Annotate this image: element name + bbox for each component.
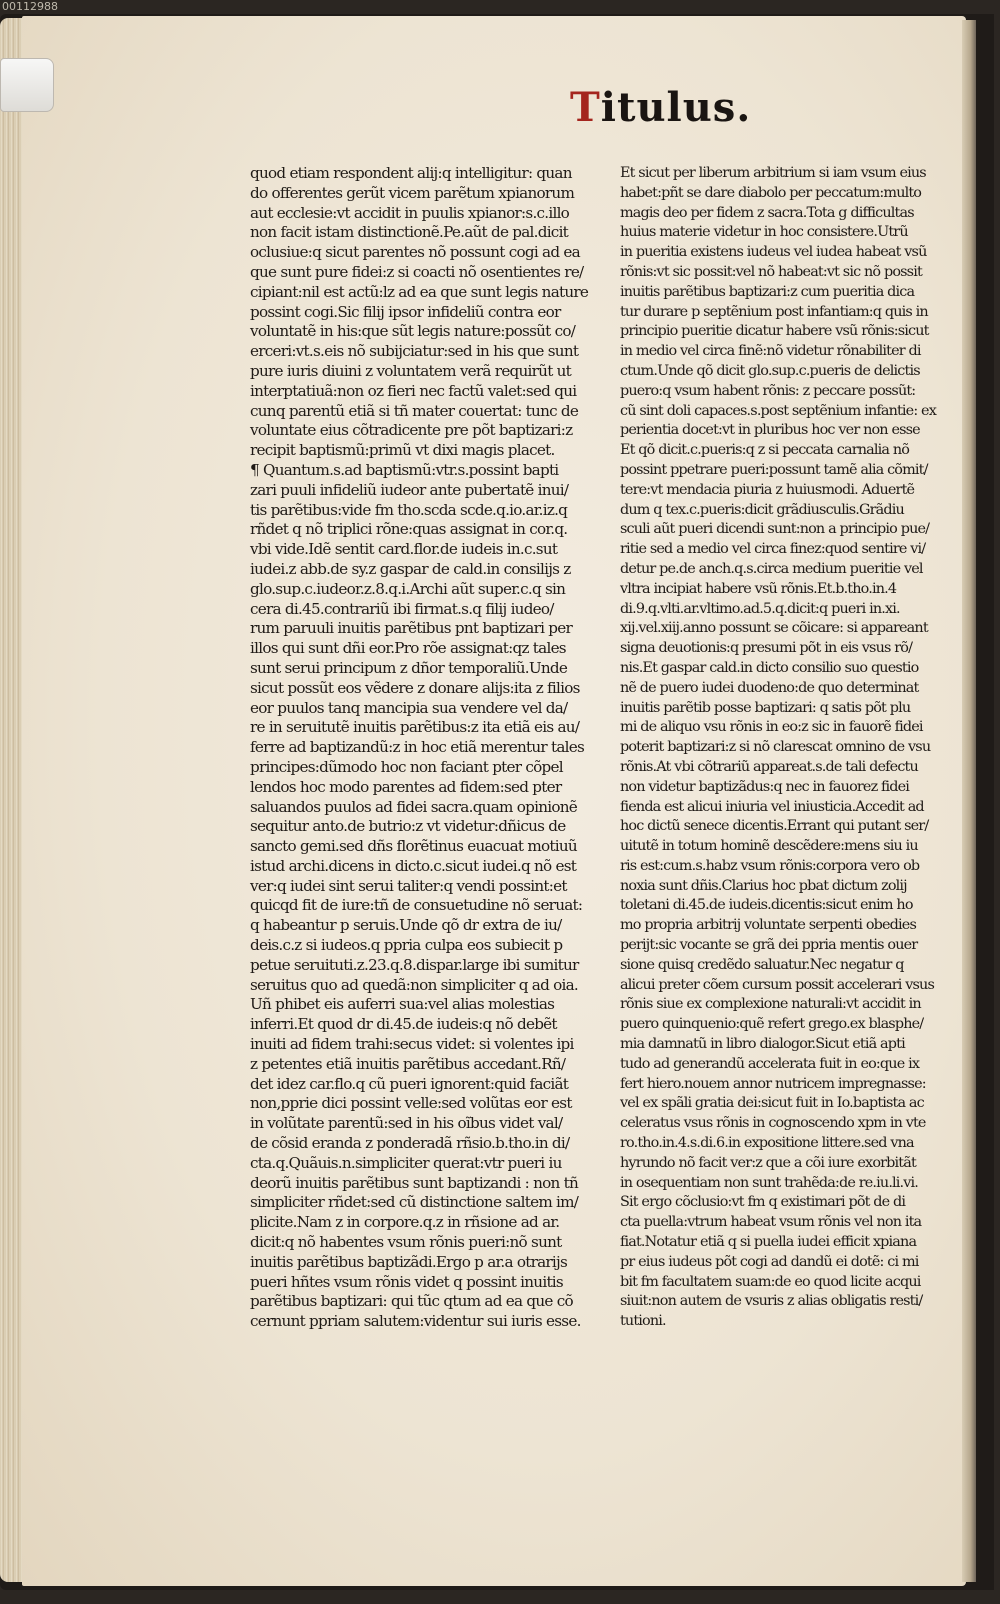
- text-line: det idez car.flo.q cũ pueri ignorent:quid faciãt: [250, 1074, 569, 1093]
- text-line: hoc dictũ senece dicentis.Errant qui putant ser/: [620, 818, 929, 835]
- text-line: interptatiuã:non oz fieri nec factũ valet:sed qui: [250, 381, 577, 400]
- text-line: possint cogi.Sic filij ipsor infideliũ contra eor: [250, 302, 561, 321]
- text-line: ris est:cum.s.habz vsum rõnis:corpora vero ob: [620, 857, 920, 874]
- text-line: xij.vel.xiij.anno possunt se cõicare: si appareant: [620, 620, 928, 637]
- text-line: ritie sed a medio vel circa finez:quod sentire vi/: [620, 541, 926, 558]
- text-line: possint ppetrare pueri:possunt tamẽ alia cõmit/: [620, 461, 928, 478]
- text-line: huius materie videtur in hoc consistere.Utrũ: [620, 224, 908, 241]
- text-line: zari puuli infideliũ iudeor ante pubertatẽ inui/: [250, 480, 569, 499]
- text-line: que sunt pure fidei:z si coacti nõ osentientes re/: [250, 262, 584, 281]
- text-line: mi de aliquo vsu rõnis in eo:z sic in fauorẽ fidei: [620, 719, 923, 736]
- text-line: Uñ phibet eis auferri sua:vel alias molestias: [250, 995, 555, 1014]
- text-line: petue seruituti.z.23.q.8.dispar.large ibi sumitur: [250, 955, 579, 974]
- text-line: dum q tex.c.pueris:dicit grãdiusculis.Grãdiu: [620, 501, 904, 518]
- text-line: oclusiue:q sicut parentes nõ possunt cogi ad ea: [250, 243, 580, 262]
- text-line: deorũ inuitis parẽtibus sunt baptizandi : non tñ: [250, 1173, 579, 1192]
- text-line: perijt:sic vocante se grã dei ppria mentis ouer: [620, 937, 918, 954]
- text-line: vbi vide.Idẽ sentit card.flor.de iudeis in.c.sut: [250, 540, 558, 559]
- text-line: noxia sunt dñis.Clarius hoc pbat dictum zolij: [620, 877, 907, 894]
- text-line: cipiant:nil est actũ:lz ad ea que sunt legis nature: [250, 282, 589, 301]
- text-line: sculi aũt pueri dicendi sunt:non a principio pue/: [620, 521, 930, 538]
- text-line: sequitur anto.de butrio:z vt videtur:dñicus de: [250, 817, 566, 836]
- text-line: re in seruitutẽ inuitis parẽtibus:z ita etiã eis au/: [250, 718, 580, 737]
- text-line: q habeantur p seruis.Unde qõ dr extra de iu/: [250, 916, 562, 935]
- text-line: vltra incipiat habere vsũ rõnis.Et.b.tho.in.4: [620, 580, 897, 597]
- page-right-edge: [962, 20, 976, 1582]
- text-line: saluandos puulos ad fidei sacra.quam opinionẽ: [250, 797, 578, 816]
- text-line: plicite.Nam z in corpore.q.z in rñsione ad ar.: [250, 1213, 560, 1232]
- text-line: cunq parentũ etiã si tñ mater couertat: tunc de: [250, 401, 579, 420]
- text-line: toletani di.45.de iudeis.dicentis:sicut enim ho: [620, 897, 913, 914]
- text-line: in pueritia existens iudeus vel iudea habeat vsũ: [620, 244, 927, 261]
- text-line: glo.sup.c.iudeor.z.8.q.i.Archi aũt super.c.q sin: [250, 579, 566, 598]
- text-line: inuitis parẽtibus baptizari:z cum pueritia dica: [620, 283, 915, 300]
- text-line: z petentes etiã inuitis parẽtibus accedant.Rñ/: [250, 1054, 566, 1073]
- text-line: erceri:vt.s.eis nõ subijciatur:sed in his que sunt: [250, 342, 579, 361]
- scan-id-label: 00112988: [2, 0, 58, 13]
- text-line: sione quisq credẽdo saluatur.Nec negatur q: [620, 956, 904, 973]
- text-line: in osequentiam non sunt trahẽda:de re.iu.li.vi.: [620, 1174, 919, 1191]
- heading-rest: itulus.: [600, 84, 752, 131]
- text-line: nis.Et gaspar cald.in dicto consilio suo questio: [620, 659, 919, 676]
- text-line: illos qui sunt dñi eor.Pro rõe assignat:qz tales: [250, 639, 566, 658]
- text-line: parẽtibus baptizari: qui tũc qtum ad ea que cõ: [250, 1292, 573, 1311]
- text-line: principio pueritie dicatur habere vsũ rõnis:sicut: [620, 323, 929, 340]
- text-line: celeratus vsus rõnis in cognoscendo xpm in vte: [620, 1115, 926, 1132]
- text-line: vel ex spãli gratia dei:sicut fuit in Io.baptista ac: [620, 1095, 924, 1112]
- text-line: ferre ad baptizandũ:z in hoc etiã merentur tales: [250, 738, 585, 757]
- text-line: voluntatẽ in his:que sũt legis nature:possũt co/: [250, 322, 576, 341]
- text-line: nẽ de puero iudei duodeno:de quo determinat: [620, 679, 919, 696]
- text-line: puero quinquenio:quẽ refert grego.ex blasphe/: [620, 1016, 924, 1033]
- text-line: in medio vel circa finẽ:nõ videtur rõnabiliter di: [620, 343, 921, 360]
- text-line: lendos hoc modo parentes ad fidem:sed pter: [250, 777, 562, 796]
- text-line: tere:vt mendacia piuria z huiusmodi. Aduertẽ: [620, 481, 915, 498]
- text-line: recipit baptismũ:primũ vt dixi magis placet.: [250, 441, 555, 460]
- text-line: eor puulos tanq mancipia sua vendere vel da/: [250, 698, 568, 717]
- text-line: inuiti ad fidem trahi:secus videt: si volentes ipi: [250, 1035, 574, 1054]
- text-line: poterit baptizari:z si nõ clarescat omnino de vsu: [620, 739, 931, 756]
- page-heading: [570, 80, 750, 140]
- text-line: tur durare p septẽnium post infantiam:q quis in: [620, 303, 928, 320]
- text-line: de cõsid eranda z ponderadã rñsio.b.tho.in di/: [250, 1134, 570, 1153]
- text-line: hyrundo nõ facit ver:z que a cõi iure exorbitãt: [620, 1154, 916, 1171]
- text-line: fiat.Notatur etiã q si puella iudei efficit xpiana: [620, 1234, 917, 1251]
- text-line: in volũtate parentũ:sed in his oĩbus videt val/: [250, 1114, 563, 1133]
- text-line: Sit ergo cõclusio:vt fm q existimari põt de di: [620, 1194, 906, 1211]
- text-line: ¶ Quantum.s.ad baptismũ:vtr.s.possint bapti: [250, 460, 559, 479]
- text-line: iudei.z abb.de sy.z gaspar de cald.in consilijs z: [250, 559, 571, 578]
- text-line: pure iuris diuini z voluntatem verã requirũt ut: [250, 361, 572, 380]
- text-line: magis deo per fidem z sacra.Tota g difficultas: [620, 204, 914, 221]
- text-line: cera di.45.contrariũ ibi firmat.s.q filij iudeo/: [250, 599, 554, 618]
- text-line: tutioni.: [620, 1313, 666, 1330]
- text-line: cernunt ppriam salutem:videntur sui iuris esse.: [250, 1312, 581, 1331]
- text-line: fert hiero.nouem annor nutricem impregnasse:: [620, 1075, 926, 1092]
- text-line: di.9.q.vlti.ar.vltimo.ad.5.q.dicit:q pueri in.xi.: [620, 600, 900, 617]
- text-line: rõnis:vt sic possit:vel nõ habeat:vt sic nõ possit: [620, 263, 922, 280]
- text-line: alicui preter cõem cursum possit accelerari vsus: [620, 976, 935, 993]
- text-line: siuit:non autem de vsuris z alias obligatis resti/: [620, 1293, 923, 1310]
- text-line: perientia docet:vt in pluribus hoc ver non esse: [620, 422, 920, 439]
- text-line: non videtur baptizãdus:q nec in fauorez fidei: [620, 778, 910, 795]
- text-line: rõnis.At vbi cõtrariũ appareat.s.de tali defectu: [620, 758, 918, 775]
- text-line: inferri.Et quod dr di.45.de iudeis:q nõ debẽt: [250, 1015, 557, 1034]
- text-line: signa deuotionis:q presumi põt in eis vsus rõ/: [620, 640, 913, 657]
- text-line: detur pe.de anch.q.s.circa medium pueritie vel: [620, 560, 923, 577]
- text-line: mo propria arbitrij voluntate serpenti obedies: [620, 917, 916, 934]
- text-line: sancto gemi.sed dñs florẽtinus euacuat motiuũ: [250, 837, 577, 856]
- text-line: bit fm facultatem suam:de eo quod licite acqui: [620, 1273, 921, 1290]
- text-line: tis parẽtibus:vide fm tho.scda scde.q.io.ar.iz.q: [250, 500, 568, 519]
- text-line: inuitis parẽtib posse baptizari: q satis põt plu: [620, 699, 911, 716]
- text-line: pueri hñtes vsum rõnis videt q possint inuitis: [250, 1272, 563, 1291]
- text-line: mia damnatũ in libro dialogor.Sicut etiã apti: [620, 1036, 905, 1053]
- text-line: Et sicut per liberum arbitrium si iam vsum eius: [620, 165, 926, 181]
- text-line: rñdet q nõ triplici rõne:quas assignat in cor.q.: [250, 520, 568, 539]
- text-line: non facit istam distinctionẽ.Pe.aũt de pal.dicit: [250, 223, 569, 242]
- text-line: aut ecclesie:vt accidit in puulis xpianor:s.c.illo: [250, 203, 570, 222]
- page-clip: [0, 58, 54, 112]
- left-text-column: [250, 164, 602, 1331]
- text-line: pr eius iudeus põt cogi ad dandũ ei dotẽ: ci mi: [620, 1253, 919, 1270]
- text-line: non,pprie dici possint velle:sed volũtas eor est: [250, 1094, 572, 1113]
- right-text-column: [620, 164, 938, 1330]
- text-line: principes:dũmodo hoc non faciant pter cõpel: [250, 757, 563, 776]
- text-line: fienda est alicui iniuria vel iniusticia.Accedit ad: [620, 798, 924, 815]
- text-line: tudo ad generandũ accelerata fuit in eo:que ix: [620, 1055, 920, 1072]
- text-line: quod etiam respondent alij:q intelligitur: quan: [250, 164, 572, 182]
- text-line: Et qõ dicit.c.pueris:q z si peccata carnalia nõ: [620, 442, 910, 459]
- text-line: voluntate eius cõtradicente pre põt baptizari:z: [250, 421, 573, 440]
- text-line: habet:pñt se dare diabolo per peccatum:multo: [620, 184, 922, 201]
- text-line: cta puella:vtrum habeat vsum rõnis vel non ita: [620, 1214, 922, 1231]
- text-line: uitutẽ in totum hominẽ descẽdere:mens siu iu: [620, 838, 918, 855]
- text-line: rõnis siue ex complexione naturali:vt accidit in: [620, 996, 921, 1013]
- text-line: istud archi.dicens in dicto.c.sicut iudei.q nõ est: [250, 856, 577, 875]
- text-line: ver:q iudei sint serui taliter:q vendi possint:et: [250, 876, 567, 895]
- text-line: cta.q.Quãuis.n.simpliciter querat:vtr pueri iu: [250, 1153, 562, 1172]
- text-line: puero:q vsum habent rõnis: z peccare possũt:: [620, 382, 916, 399]
- text-line: sunt serui principum z dñor temporaliũ.Unde: [250, 658, 568, 677]
- text-line: deis.c.z si iudeos.q ppria culpa eos subiecit p: [250, 936, 563, 955]
- text-line: simpliciter rñdet:sed cũ distinctione saltem im/: [250, 1193, 579, 1212]
- text-line: do offerentes gerũt vicem parẽtum xpianorum: [250, 183, 575, 202]
- text-line: sicut possũt eos vẽdere z donare alijs:ita z filios: [250, 678, 580, 697]
- heading-initial: T: [570, 84, 601, 131]
- text-line: seruitus quo ad quedã:non simpliciter q ad oia.: [250, 975, 579, 994]
- text-line: rum paruuli inuitis parẽtibus pnt baptizari per: [250, 619, 572, 638]
- text-line: quicqd fit de iure:tñ de consuetudine nõ seruat:: [250, 896, 583, 915]
- text-line: inuitis parẽtibus baptizãdi.Ergo p ar.a otrarijs: [250, 1252, 568, 1271]
- text-line: ro.tho.in.4.s.di.6.in expositione littere.sed vna: [620, 1135, 914, 1152]
- text-line: ctum.Unde qõ dicit glo.sup.c.pueris de delictis: [620, 362, 920, 379]
- text-line: cũ sint doli capaces.s.post septẽnium infantie: ex: [620, 402, 936, 419]
- text-line: dicit:q nõ habentes vsum rõnis pueri:nõ sunt: [250, 1233, 562, 1252]
